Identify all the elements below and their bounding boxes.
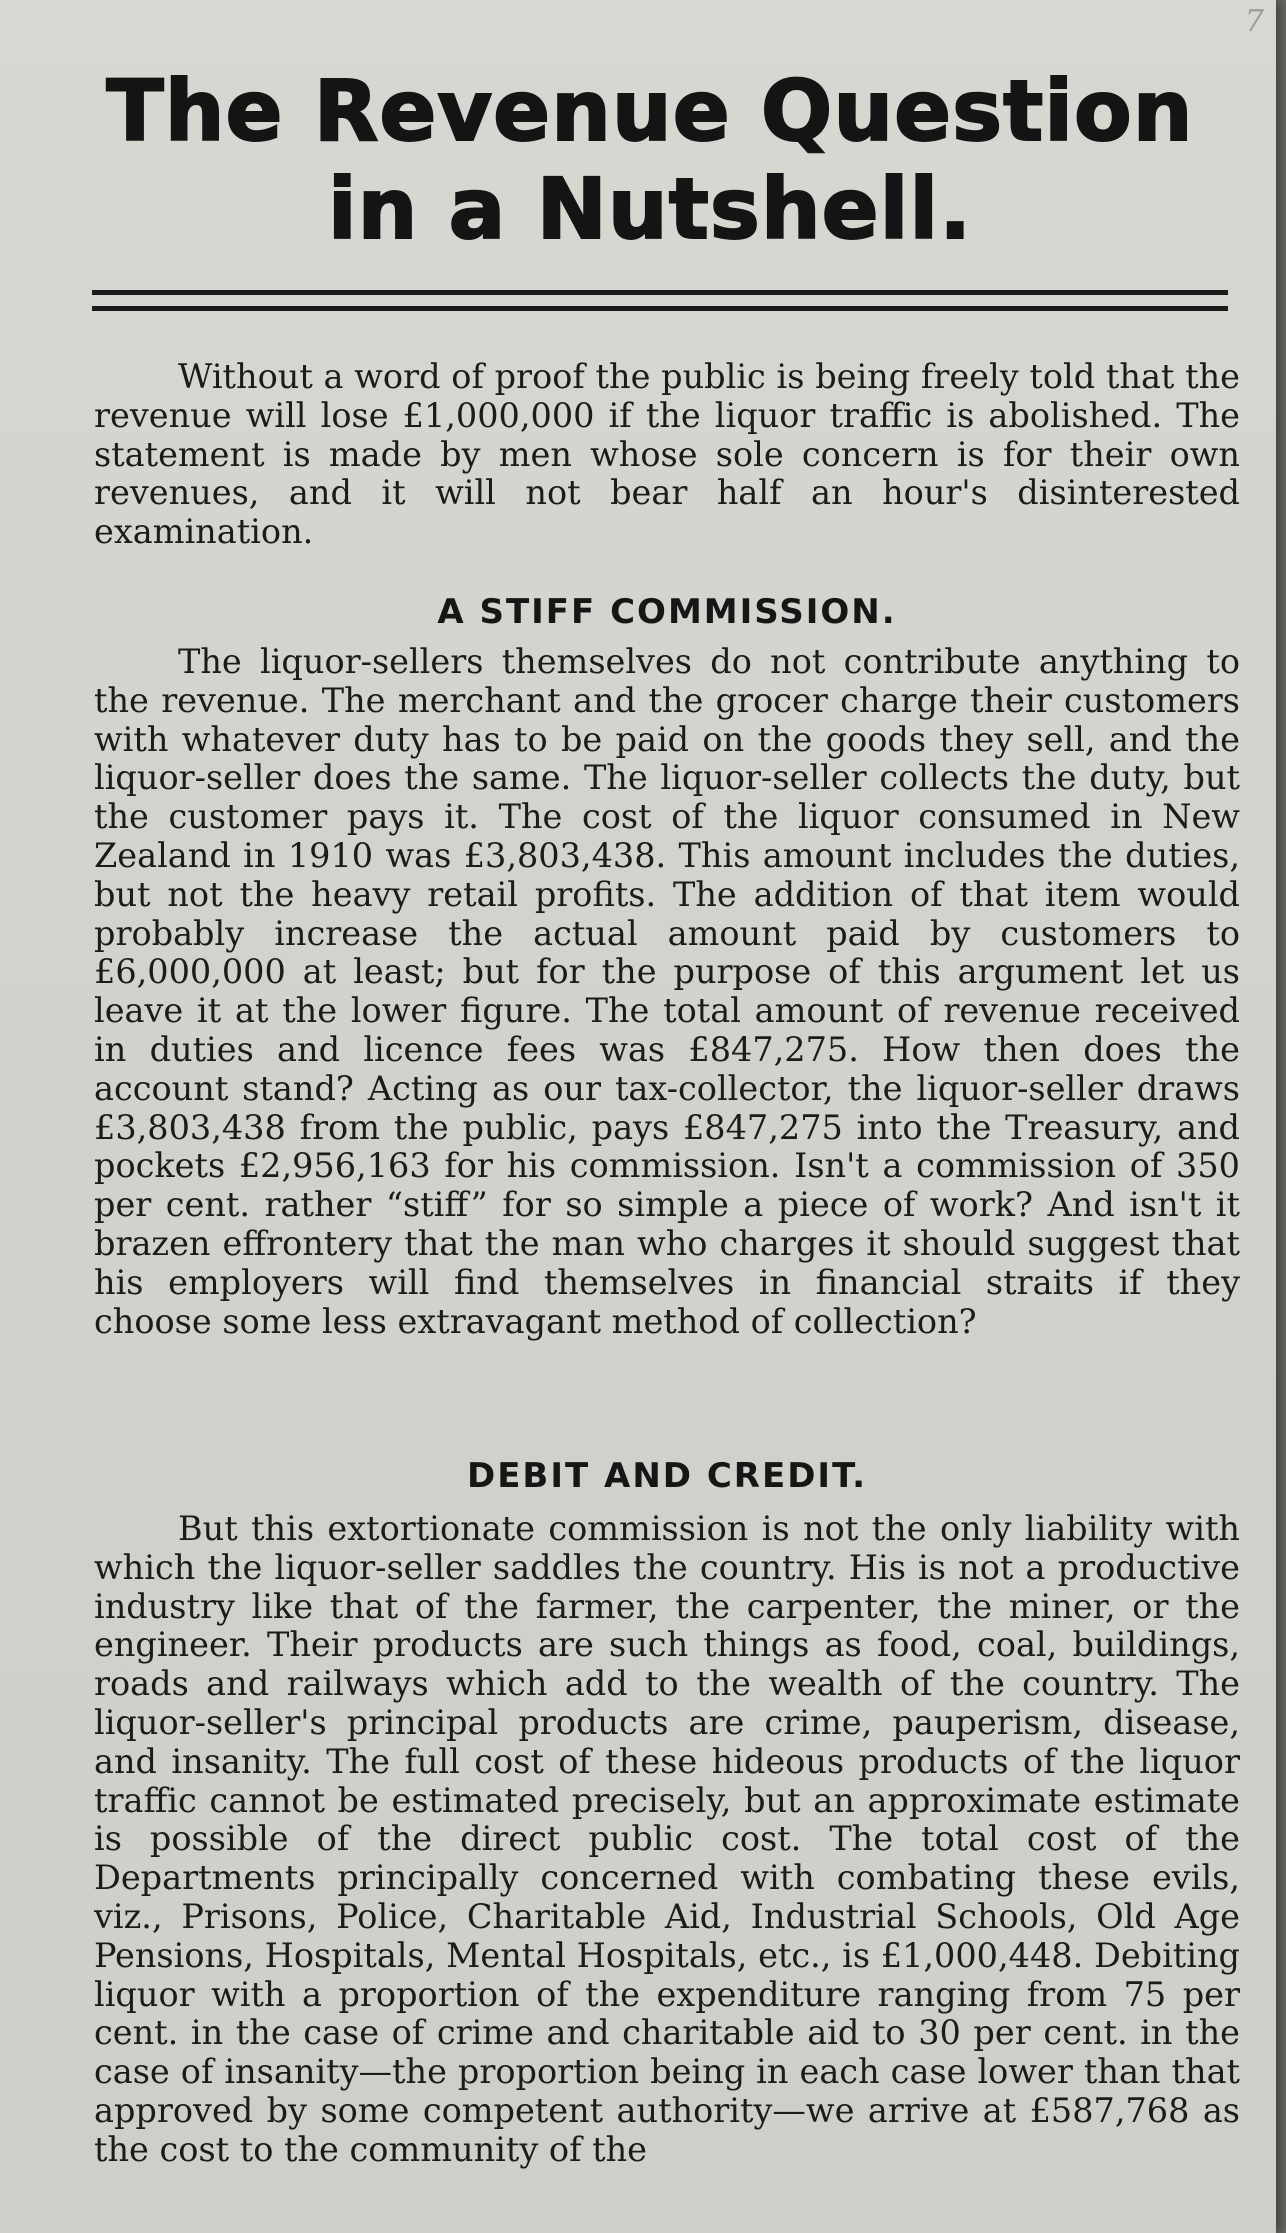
title-rule-upper [92, 290, 1228, 295]
title-line-2: in a Nutshell. [327, 160, 973, 258]
intro-paragraph: Without a word of proof the public is being freely told that the revenue will lose £1,000,000 if the liquor traffic is abolished. The statement is made by men whose sole concern is for their own revenues, and it will not bear half an hour's disinterested examination. [94, 357, 1240, 552]
title-rule-lower [92, 306, 1228, 311]
section-body-debit-and-credit: But this extortionate commission is not the only liability with which the liquor-seller saddles the country. His is not a productive industry like that of the farmer, the carpenter, the miner, or the engineer. Their products are such things as food, coal, buildings, roads and railways which add to the wealth of the country. The liquor-seller's principal products are crime, pauperism, disease, and insanity. The full cost of these hideous products of the liquor traffic cannot be estimated precisely, but an approximate estimate is possible of the direct public cost. The total cost of the Departments principally concerned with combating these evils, viz., Prisons, Police, Charitable Aid, Industrial Schools, Old Age Pensions, Hospitals, Mental Hospitals, etc., is £1,000,448. Debiting liquor with a proportion of the expenditure ranging from 75 per cent. in the case of crime and charitable aid to 30 per cent. in the case of insanity—the proportion being in each case lower than that approved by some competent authority—we arrive at £587,768 as the cost to the community of the [94, 1509, 1240, 2169]
page-title [70, 62, 1230, 258]
page-mark: 7 [1244, 4, 1264, 39]
section-heading-stiff-commission: A STIFF COMMISSION. [437, 592, 897, 632]
section-heading-debit-and-credit: DEBIT AND CREDIT. [466, 1456, 868, 1496]
section-body-stiff-commission: The liquor-sellers themselves do not contribute anything to the revenue. The merchant and the grocer charge their customers with whatever duty has to be paid on the goods they sell, and the liquor-seller does the same. The liquor-seller collects the duty, but the customer pays it. The cost of the liquor consumed in New Zealand in 1910 was £3,803,438. This amount includes the duties, but not the heavy retail profits. The addition of that item would probably increase the actual amount paid by customers to £6,000,000 at least; but for the purpose of this argument let us leave it at the lower figure. The total amount of revenue received in duties and licence fees was £847,275. How then does the account stand? Acting as our tax-collector, the liquor-seller draws £3,803,438 from the public, pays £847,275 into the Treasury, and pockets £2,956,163 for his commission. Isn't a commission of 350 per cent. rather “stiff” for so simple a piece of work? And isn't it brazen effrontery that the man who charges it should suggest that his employers will find themselves in financial straits if they choose some less extravagant method of collection? [94, 642, 1240, 1341]
title-line-1: The Revenue Question [106, 62, 1194, 160]
